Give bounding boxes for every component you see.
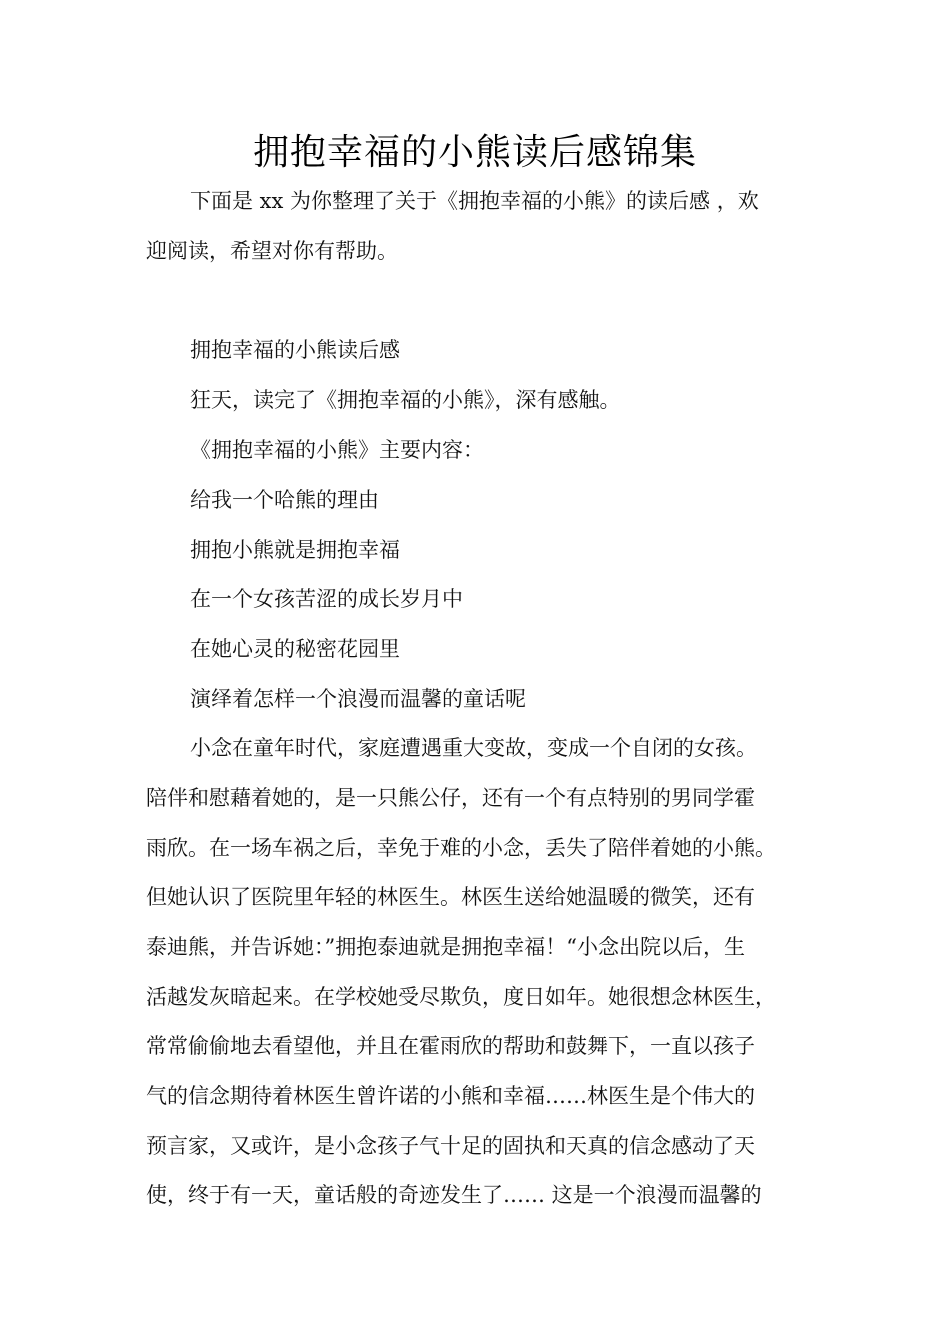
body-line: 预言家，又或许，是小念孩子气十足的固执和天真的信念感动了天: [146, 1134, 755, 1158]
intro-line-1: 下面是 xx 为你整理了关于《拥抱幸福的小熊》的读后感 ，欢: [190, 189, 759, 213]
body-line: 雨欣。在一场车祸之后，幸免于难的小念，丢失了陪伴着她的小熊。: [146, 836, 776, 860]
paragraph-line: 在她心灵的秘密花园里: [190, 637, 400, 661]
paragraph-line: 狂天，读完了《拥抱幸福的小熊》，深有感触。: [190, 388, 621, 412]
intro-line-2: 迎阅读，希望对你有帮助。: [146, 239, 398, 263]
body-line: 气的信念期待着林医生曾许诺的小熊和幸福……林医生是个伟大的: [146, 1084, 755, 1108]
body-line: 使，终于有一天，童话般的奇迹发生了…… 这是一个浪漫而温馨的: [146, 1183, 762, 1207]
paragraph-line: 在一个女孩苦涩的成长岁月中: [190, 587, 463, 611]
body-line: 小念在童年时代，家庭遭遇重大变故，变成一个自闭的女孩。: [190, 736, 757, 760]
document-title: 拥抱幸福的小熊读后感锦集: [252, 132, 697, 173]
paragraph-line: 《拥抱幸福的小熊》主要内容：: [190, 438, 484, 462]
paragraph-line: 拥抱小熊就是拥抱幸福: [190, 538, 400, 562]
paragraph-line: 演绎着怎样一个浪漫而温馨的童话呢: [190, 687, 526, 711]
body-line: 但她认识了医院里年轻的林医生。林医生送给她温暖的微笑，还有: [146, 885, 755, 909]
body-line: 常常偷偷地去看望他，并且在霍雨欣的帮助和鼓舞下，一直以孩子: [146, 1034, 755, 1058]
section-heading: 拥抱幸福的小熊读后感: [190, 338, 400, 362]
paragraph-line: 给我一个哈熊的理由: [190, 488, 379, 512]
body-line: 活越发灰暗起来。在学校她受尽欺负，度日如年。她很想念林医生，: [146, 985, 776, 1009]
body-line: 陪伴和慰藉着她的，是一只熊公仔，还有一个有点特别的男同学霍: [146, 786, 755, 810]
body-line: 泰迪熊，并告诉她：”拥抱泰迪就是拥抱幸福！“小念出院以后，生: [146, 935, 745, 959]
